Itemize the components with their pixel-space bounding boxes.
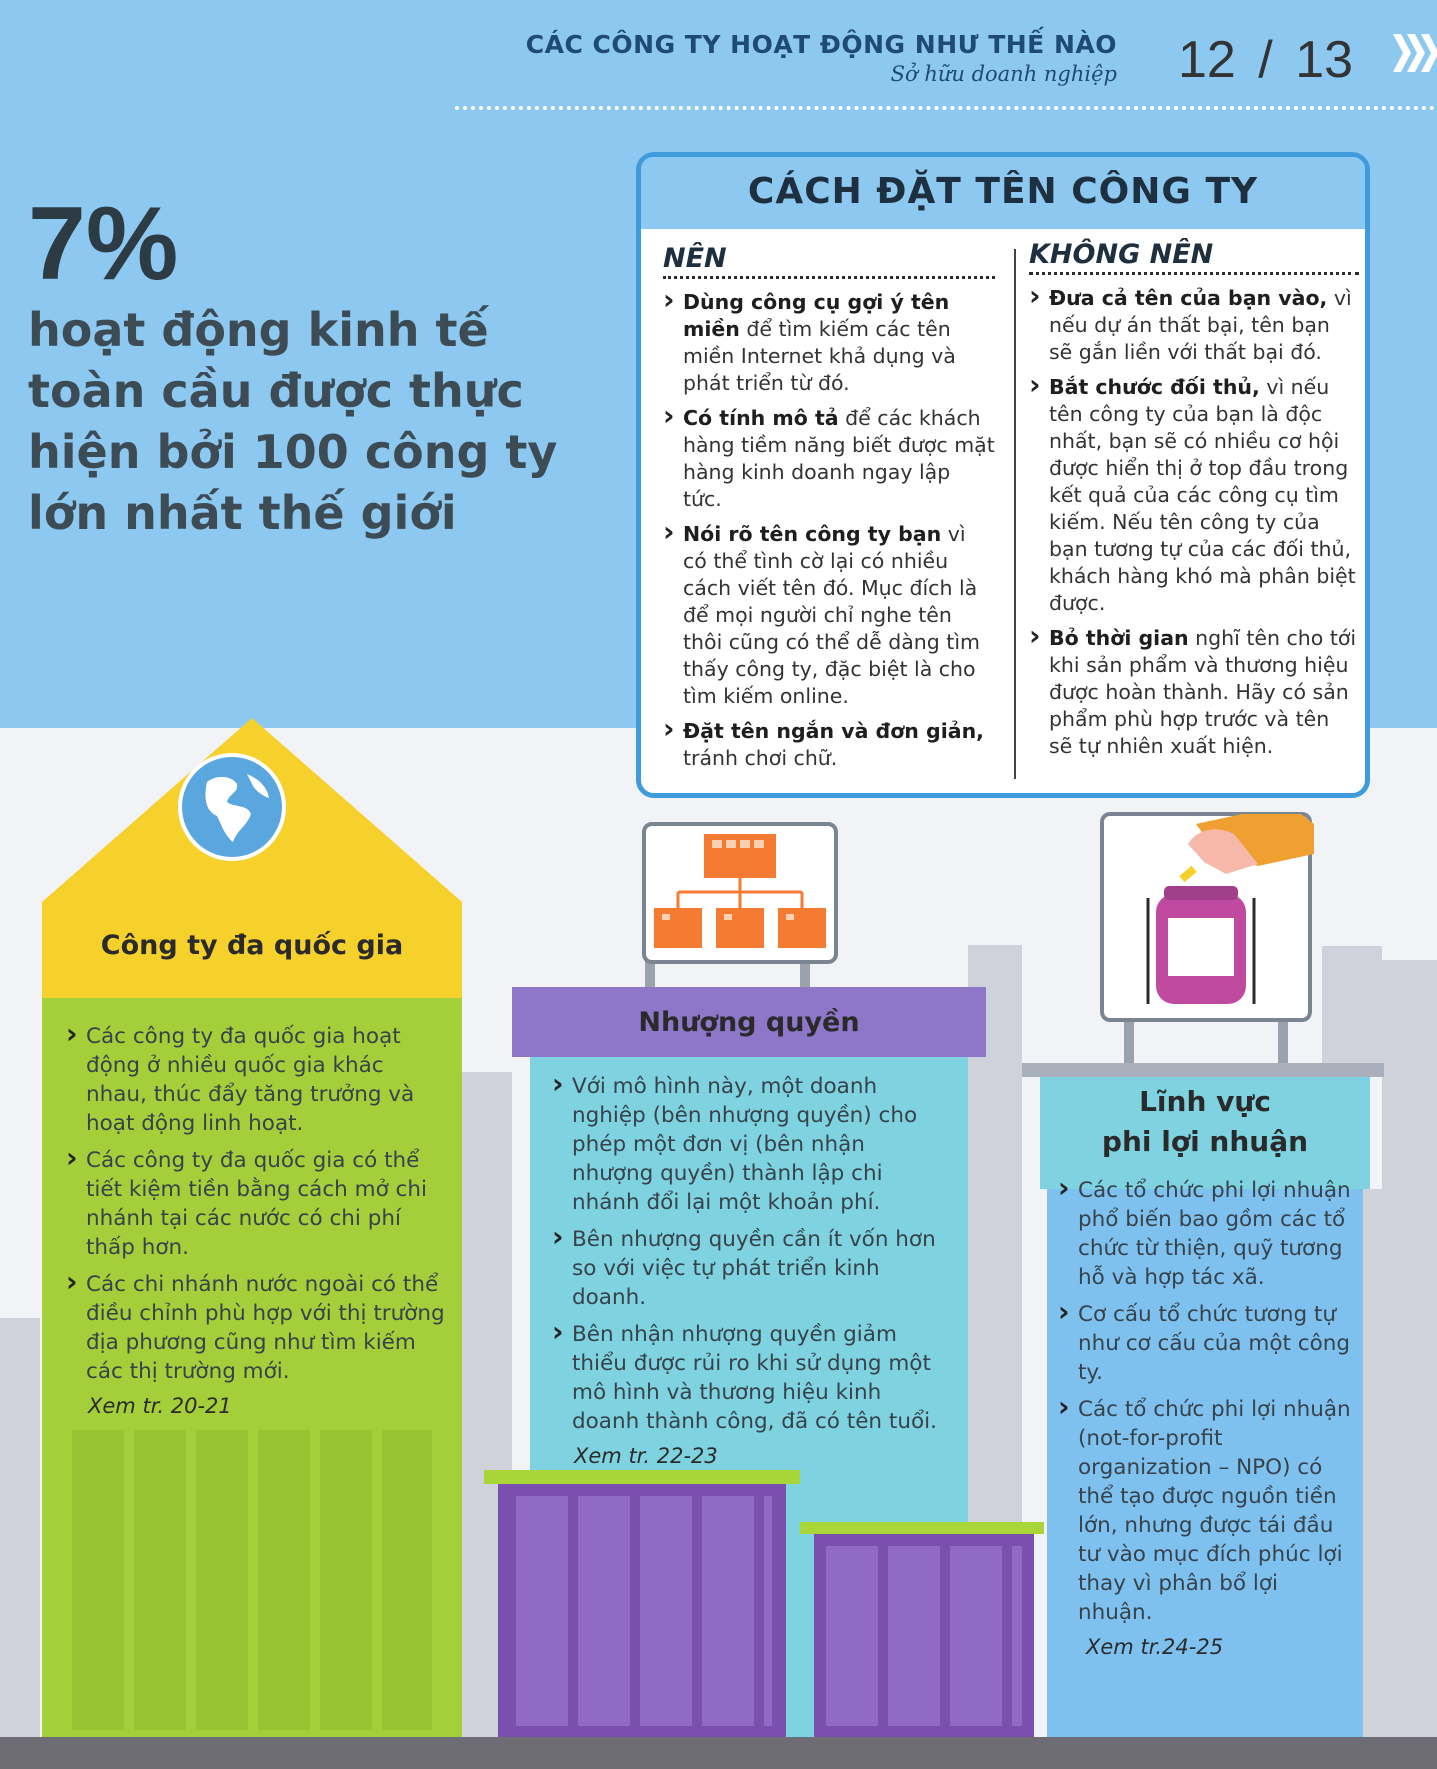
chapter-title: CÁC CÔNG TY HOẠT ĐỘNG NHƯ THẾ NÀO <box>525 30 1117 59</box>
list-item: › Các tổ chức phi lợi nhuận phổ biến bao gồm các tổ chức từ thiện, quỹ tương hỗ và hợp tác xã. <box>1058 1176 1358 1292</box>
windows-pattern <box>72 1430 432 1730</box>
nonprofit-roof <box>1022 1063 1384 1077</box>
do-column <box>663 243 995 780</box>
list-item: › Dùng công cụ gợi ý tên miền để tìm kiếm các tên miền Internet khả dụng và phát triển từ đó. <box>663 289 995 397</box>
franchise-content <box>552 1072 952 1468</box>
franchise-see-also: Xem tr. 22-23 <box>574 1444 718 1468</box>
nonprofit-title <box>1040 1082 1370 1162</box>
roof-edge <box>800 1522 1044 1534</box>
do-list <box>663 289 995 772</box>
multinational-see-also: Xem tr. 20-21 <box>88 1394 232 1418</box>
naming-box-title: CÁCH ĐẶT TÊN CÔNG TY <box>747 171 1259 212</box>
multinational-title: Công ty đa quốc gia <box>100 930 404 961</box>
list-item: › Đặt tên ngắn và đơn giản, tránh chơi chữ. <box>663 718 995 772</box>
list-item: › Các công ty đa quốc gia hoạt động ở nhiều quốc gia khác nhau, thúc đẩy tăng trưởng và hoạt động linh hoạt. <box>66 1022 446 1138</box>
franchise-network-icon <box>652 830 828 956</box>
nonprofit-title-line2: phi lợi nhuận <box>1101 1125 1309 1158</box>
list-item: › Đưa cả tên của bạn vào, vì nếu dự án thất bại, tên bạn sẽ gắn liền với thất bại đó. <box>1029 285 1359 366</box>
list-item: › Có tính mô tả để các khách hàng tiềm năng biết được mặt hàng kinh doanh ngay lập tức. <box>663 405 995 513</box>
windows-pattern <box>826 1546 1022 1726</box>
page-current: 12 <box>1178 31 1236 89</box>
list-item: › Các tổ chức phi lợi nhuận (not-for-profit organization – NPO) có thể tạo được nguồn tiền lớn, nhưng được tái đầu tư vào mục đích phúc lợi thay vì phân bổ lợi nhuận. <box>1058 1395 1358 1627</box>
donation-jar-icon <box>1108 814 1314 1018</box>
page-separator: / <box>1258 31 1273 89</box>
column-divider <box>1014 249 1016 779</box>
list-item: › Bên nhượng quyền cần ít vốn hơn so với việc tự phát triển kinh doanh. <box>552 1225 952 1312</box>
list-item: › Các chi nhánh nước ngoài có thể điều chỉnh phù hợp với thị trường địa phương cũng như tìm kiếm các thị trường mới. <box>66 1270 446 1386</box>
do-heading-rule <box>663 276 995 279</box>
list-item: › Các công ty đa quốc gia có thể tiết kiệm tiền bằng cách mở chi nhánh tại các nước có chi phí thấp hơn. <box>66 1146 446 1262</box>
dont-list <box>1029 285 1359 760</box>
nonprofit-see-also: Xem tr.24-25 <box>1086 1635 1224 1659</box>
nonprofit-list <box>1058 1176 1358 1627</box>
list-item: › Cơ cấu tổ chức tương tự như cơ cấu của một công ty. <box>1058 1300 1358 1387</box>
section-subtitle: Sở hữu doanh nghiệp <box>890 62 1117 86</box>
chevrons-icon <box>1393 28 1437 78</box>
list-item: › Bỏ thời gian nghĩ tên cho tới khi sản phẩm và thương hiệu được hoàn thành. Hãy có sản phẩm phù hợp trước và tên sẽ tự nhiên xuất hiện. <box>1029 625 1359 760</box>
bg-building <box>1363 1189 1437 1737</box>
do-heading: NÊN <box>663 243 727 274</box>
windows-pattern <box>516 1496 772 1726</box>
stat-description: hoạt động kinh tế toàn cầu được thực hiện bởi 100 công ty lớn nhất thế giới <box>28 303 558 540</box>
nonprofit-content <box>1058 1176 1358 1659</box>
header-divider <box>455 106 1435 110</box>
naming-tips-box <box>636 152 1370 798</box>
page-indicator <box>1178 30 1353 90</box>
multinational-content <box>66 1022 446 1418</box>
dont-column <box>1029 239 1359 768</box>
bg-building <box>1322 946 1382 1066</box>
franchise-list <box>552 1072 952 1436</box>
list-item: › Bên nhận nhượng quyền giảm thiểu được rủi ro khi sử dụng một mô hình và thương hiệu kinh doanh thành công, đã có tên tuổi. <box>552 1320 952 1436</box>
list-item: › Với mô hình này, một doanh nghiệp (bên nhượng quyền) cho phép một đơn vị (bên nhận nhượng quyền) thành lập chi nhánh đổi lại một khoản phí. <box>552 1072 952 1217</box>
stat-value: 7% <box>28 186 179 302</box>
list-item: › Nói rõ tên công ty bạn vì có thể tình cờ lại có nhiều cách viết tên đó. Mục đích là để mọi người chỉ nghe tên thôi cũng có thể dễ dàng tìm thấy công ty, đặc biệt là cho tìm kiếm online. <box>663 521 995 710</box>
page-total: 13 <box>1295 31 1354 89</box>
dont-heading: KHÔNG NÊN <box>1029 239 1214 270</box>
nonprofit-title-line1: Lĩnh vực <box>1139 1085 1271 1118</box>
page-footer-bar <box>0 1737 1437 1769</box>
franchise-title: Nhượng quyền <box>638 1007 860 1038</box>
dont-heading-rule <box>1029 272 1359 275</box>
multinational-list <box>66 1022 446 1386</box>
bg-building <box>0 1318 40 1738</box>
roof-edge <box>484 1470 800 1484</box>
globe-icon <box>177 752 287 862</box>
list-item: › Bắt chước đối thủ, vì nếu tên công ty của bạn là độc nhất, bạn sẽ có nhiều cơ hội được hiển thị ở top đầu trong kết quả của các công cụ tìm kiếm. Nếu tên công ty của bạn tương tự của các đối thủ, khách hàng khó mà phân biệt được. <box>1029 374 1359 617</box>
